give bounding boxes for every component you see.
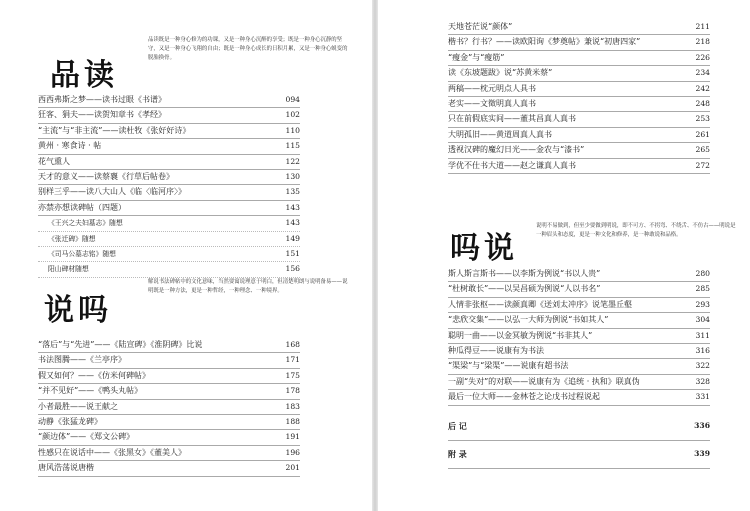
toc-entry-page: 280 <box>695 269 710 278</box>
toc-entry <box>448 97 710 112</box>
toc-subentry <box>38 262 300 277</box>
toc-entry-title: 学优不仕书大道——赵之谦真人真书 <box>448 160 576 170</box>
toc-entry-title: 花气熏人 <box>38 156 70 166</box>
right-page <box>378 0 750 511</box>
toc-list-continued <box>448 20 710 174</box>
toc-entry-page: 331 <box>695 392 710 402</box>
toc-entry <box>448 298 710 313</box>
toc-entry-title: “并不见好”——《鸭头丸帖》 <box>38 386 143 396</box>
toc-entry-page: 218 <box>695 37 710 47</box>
toc-entry <box>448 313 710 328</box>
section-title-pindu: 品读 <box>50 58 118 93</box>
toc-entry <box>448 128 710 143</box>
toc-entry-page: 339 <box>694 449 710 458</box>
section-title-mashuo: 吗说 <box>450 231 518 266</box>
toc-entry-page: 168 <box>285 340 300 349</box>
toc-entry-title: 性感只在说话中——《张黑女》《董美人》 <box>38 447 186 457</box>
toc-list-back-matter <box>448 413 710 469</box>
toc-entry-page: 285 <box>695 284 710 294</box>
toc-list-pindu <box>38 93 300 278</box>
toc-entry-page: 135 <box>285 187 300 197</box>
toc-entry-title: 亦禁亦想读碑帖（四题） <box>38 202 126 212</box>
toc-entry-page: 102 <box>285 110 300 120</box>
toc-entry-page: 122 <box>285 156 300 166</box>
toc-entry-title: 书法图腾——《兰亭序》 <box>38 355 126 365</box>
toc-subentry <box>38 247 300 262</box>
toc-entry-title: 种瓜得豆——说康有为书法 <box>448 345 544 355</box>
toc-entry <box>448 282 710 297</box>
toc-entry-title: 斯人斯言斯书——以李斯为例说“书以人贵” <box>448 269 601 278</box>
toc-entry-page: 201 <box>285 463 300 473</box>
toc-entry-page: 242 <box>695 83 710 93</box>
toc-entry-title: “渠梁”与“梁渠”——说康有超书法 <box>448 361 569 371</box>
toc-entry-page: 151 <box>285 248 300 258</box>
toc-entry <box>38 170 300 185</box>
toc-entry-title: “颜边体”——《郑文公碑》 <box>38 432 135 442</box>
section-intro-pindu: 品读既是一种身心修为的功课，又是一种身心沉醉的享受；既是一种身心沉静的坚守，又是一种身心飞翔的自由；既是一种身心成长的日积月累，又是一种身心蜕变的脱胎换骨。 <box>148 37 348 61</box>
toc-entry-title: 阳山碑材随想 <box>48 265 89 274</box>
toc-entry-page: 183 <box>285 401 300 411</box>
toc-entry-page: 261 <box>695 129 710 139</box>
toc-entry <box>38 108 300 123</box>
toc-entry <box>38 415 300 430</box>
toc-entry <box>38 353 300 368</box>
toc-entry-title: 读《东坡题跋》说“苏黄米蔡” <box>448 68 553 78</box>
toc-entry-title: “悲欣交集”——以弘一大师为例说“书如其人” <box>448 315 609 325</box>
toc-subentry <box>38 216 300 231</box>
toc-entry-page: 115 <box>285 141 300 151</box>
toc-entry-page: 226 <box>695 52 710 62</box>
toc-entry-title: 《张迁碑》随想 <box>48 234 96 243</box>
toc-entry-page: 234 <box>695 68 710 78</box>
toc-entry-title: 西西弗斯之梦——读书过眼《书谱》 <box>38 95 166 104</box>
toc-entry-page: 094 <box>285 95 300 104</box>
toc-entry <box>38 201 300 216</box>
toc-entry-title: 假又如何？——《仿米何碑帖》 <box>38 370 150 380</box>
toc-entry <box>448 159 710 174</box>
toc-entry-title: “落后”与“先进”——《陆宣碑》《淮阴碑》比说 <box>38 340 203 349</box>
toc-entry-page: 175 <box>285 370 300 380</box>
toc-entry <box>448 66 710 81</box>
toc-entry-page: 130 <box>285 171 300 181</box>
toc-entry <box>448 413 710 441</box>
toc-entry <box>448 329 710 344</box>
toc-entry <box>38 400 300 415</box>
toc-entry-title: 只在前假底实间——董其昌真人真书 <box>448 114 576 124</box>
toc-entry-page: 149 <box>285 233 300 243</box>
toc-entry-title: 天才的意义——读蔡襄《行草后帖卷》 <box>38 171 174 181</box>
toc-entry-title: 黄州 · 寒食诗 · 帖 <box>38 141 102 151</box>
toc-entry-page: 253 <box>695 114 710 124</box>
toc-entry-title: 小者最胜——说王献之 <box>38 401 118 411</box>
toc-entry <box>38 461 300 476</box>
toc-entry <box>38 369 300 384</box>
toc-entry <box>448 112 710 127</box>
toc-entry <box>448 82 710 97</box>
toc-entry-title: 透视汉碑的魔幻日光——金农与“漆书” <box>448 145 585 155</box>
toc-entry-title: 人情非张枢——读颜真卿《送刘太冲序》说笔墨丘壑 <box>448 299 632 309</box>
toc-entry-title: 唐风浩荡说唐楷 <box>38 463 94 473</box>
toc-entry-title: 狂客、狷夫——读贺知章书《孝经》 <box>38 110 166 120</box>
toc-entry <box>38 124 300 139</box>
toc-entry <box>448 20 710 35</box>
toc-entry-page: 196 <box>285 447 300 457</box>
toc-list-mashuo <box>448 267 710 406</box>
toc-entry-title: 两稿——枕元明点人具书 <box>448 83 536 93</box>
section-intro-shuoma: 解说书法碑帖中的文化意味，当然要寓说理意于明白，但清楚明朗与说明备易——说明既是一种方法，更是一种哲经，一种理念、一种境界。 <box>148 279 348 294</box>
toc-entry-title: “主流”与“非主流”——读杜牧《张好好诗》 <box>38 125 191 135</box>
toc-entry-page: 188 <box>285 416 300 426</box>
toc-entry-title: “杜树敢长”——以吴昌硕为例说“人以书名” <box>448 284 601 294</box>
toc-entry <box>38 384 300 399</box>
toc-entry <box>38 446 300 461</box>
toc-entry <box>38 93 300 108</box>
toc-entry-page: 304 <box>695 315 710 325</box>
toc-entry-page: 156 <box>285 264 300 274</box>
toc-entry-page: 272 <box>695 160 710 170</box>
toc-entry-page: 293 <box>695 299 710 309</box>
left-page <box>0 0 372 511</box>
toc-entry-title: 一副“失对”的对联——说康有为《追统 · 执和》联真伪 <box>448 376 640 386</box>
toc-entry <box>448 375 710 390</box>
toc-entry-page: 178 <box>285 386 300 396</box>
toc-entry <box>448 267 710 282</box>
toc-entry-title: 聪明一曲——以金冥敏为例说“书非其人” <box>448 330 593 340</box>
toc-entry-title: 老实——文徵明真人真书 <box>448 98 536 108</box>
toc-entry-title: 大明孤旧——黄道周真人真书 <box>448 129 552 139</box>
toc-entry <box>448 35 710 50</box>
toc-entry-page: 211 <box>695 22 710 31</box>
toc-entry <box>38 430 300 445</box>
toc-entry <box>448 51 710 66</box>
toc-entry-page: 248 <box>695 98 710 108</box>
toc-entry <box>448 344 710 359</box>
section-intro-mashuo: 说明不易做到，但至少要做到明说，即不可方、不拐弯、不绕舌、不仿古——明说是一种眉头和态度，更是一种文化和修养，是一种敢说和品格。 <box>536 223 736 238</box>
toc-subentry <box>38 232 300 247</box>
toc-entry-title: 楷书？行书？——读欧阳询《梦奠帖》兼说“初唐四家” <box>448 37 641 47</box>
toc-entry-page: 143 <box>285 218 300 228</box>
toc-entry-page: 316 <box>695 345 710 355</box>
toc-entry-page: 336 <box>694 421 710 430</box>
toc-entry-title: 最后一位大师——金林苍之论戊书过程说起 <box>448 392 600 402</box>
toc-entry-page: 328 <box>695 376 710 386</box>
toc-list-shuoma <box>38 338 300 477</box>
toc-entry-page: 265 <box>695 145 710 155</box>
toc-entry-page: 171 <box>285 355 300 365</box>
toc-entry-page: 143 <box>285 202 300 212</box>
toc-entry-title: 动静《张猛龙碑》 <box>38 416 102 426</box>
toc-entry <box>38 338 300 353</box>
toc-entry-page: 110 <box>285 125 300 135</box>
toc-entry-page: 311 <box>695 330 710 340</box>
toc-entry-page: 322 <box>695 361 710 371</box>
toc-entry <box>38 155 300 170</box>
toc-entry <box>38 185 300 200</box>
toc-entry-title: “瘦金”与“瘦筋” <box>448 52 505 62</box>
toc-entry-title: 别样三乎——读八大山人《临〈临河序〉》 <box>38 187 186 197</box>
toc-entry <box>448 143 710 158</box>
toc-entry <box>38 139 300 154</box>
toc-entry-title: 后 记 <box>448 421 467 431</box>
toc-entry <box>448 390 710 405</box>
toc-entry-title: 《王兴之夫妇墓志》随想 <box>48 219 123 228</box>
toc-entry-title: 天地苍茫说“颜体” <box>448 22 513 31</box>
section-title-shuoma: 说吗 <box>44 293 112 328</box>
toc-entry <box>448 441 710 469</box>
toc-entry-title: 附 录 <box>448 449 467 459</box>
toc-entry-page: 191 <box>285 432 300 442</box>
toc-entry <box>448 359 710 374</box>
toc-entry-title: 《司马公墓志铭》随想 <box>48 249 116 258</box>
